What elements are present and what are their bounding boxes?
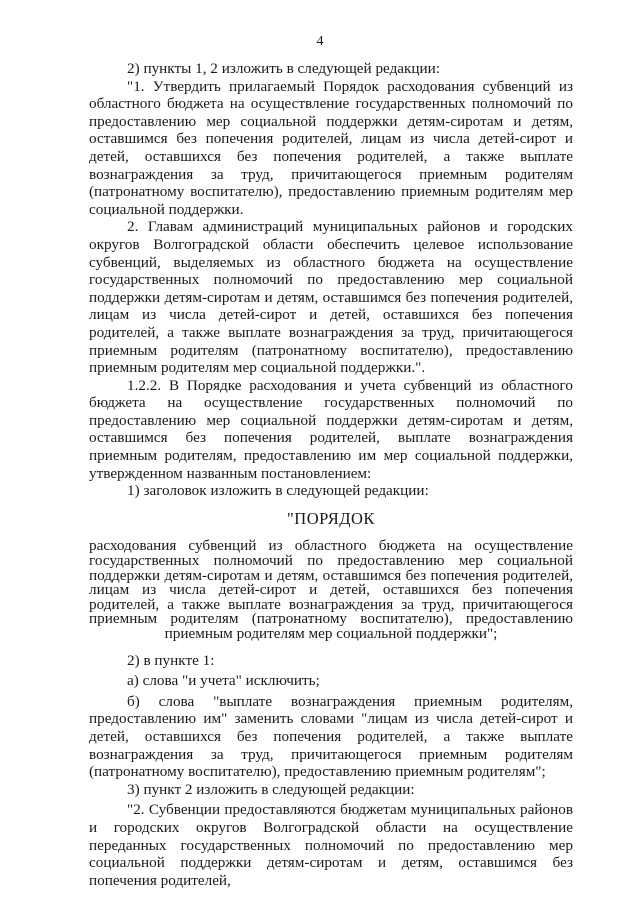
- section-heading-body: расходования субвенций из областного бюджета на осуществление государственных полномочий по предоставлению мер социальной поддержки детям-сиротам и детям, оставшимся без попечения родителей, лицам из числа детей-сирот и детей, оставшихся без попечения родителей, а также выплате вознаграждения за труд, причитающегося приемным родителям (патронатному воспитателю), предоставлению приемным родителям мер социальной поддержки";: [89, 537, 573, 642]
- paragraph: "1. Утвердить прилагаемый Порядок расходования субвенций из областного бюджета на осуществление государственных полномочий по предоставлению мер социальной поддержки детям-сиротам и детям, оставшимся без попечения родителей, лицам из числа детей-сирот и детей, оставшихся без попечения родителей, а также выплате вознаграждения за труд, причитающегося приемным родителям (патронатному воспитателю), предоставлению приемным родителям мер социальной поддержки.: [89, 77, 573, 218]
- paragraph: 2) пункты 1, 2 изложить в следующей редакции:: [127, 60, 441, 77]
- document-body: [89, 60, 573, 889]
- paragraph: 1) заголовок изложить в следующей редакции:: [127, 482, 429, 500]
- paragraph: а) слова "и учета" исключить;: [127, 672, 320, 690]
- paragraph: 2. Главам администраций муниципальных районов и городских округов Волгоградской области обеспечить целевое использование субвенций, выделяемых из областного бюджета на осуществление государственных полномочий по предоставлению мер социальной поддержки детям-сиротам и детям, оставшимся без попечения родителей, лицам из числа детей-сирот и детей, оставшихся без попечения родителей, а также выплате вознаграждения за труд, причитающегося приемным родителям (патронатному воспитателю), предоставлению приемным родителям мер социальной поддержки.".: [89, 218, 573, 377]
- paragraph: 3) пункт 2 изложить в следующей редакции:: [127, 780, 415, 798]
- paragraph: 1.2.2. В Порядке расходования и учета субвенций из областного бюджета на осуществление государственных полномочий по предоставлению мер социальной поддержки детям-сиротам и детям, оставшимся без попечения родителей, выплате вознаграждения приемным родителям, предоставлению им мер социальной поддержки, утвержденном названным постановлением:: [89, 376, 573, 482]
- paragraph: 2) в пункте 1:: [127, 651, 215, 669]
- page-number: 4: [316, 34, 324, 49]
- section-heading-title: "ПОРЯДОК: [287, 508, 375, 528]
- paragraph: "2. Субвенции предоставляются бюджетам муниципальных районов и городских округов Волгоградской области на осуществление переданных государственных полномочий по предоставлению мер социальной поддержки детям-сиротам и детям, оставшимся без попечения родителей,: [89, 801, 573, 889]
- paragraph: б) слова "выплате вознаграждения приемным родителям, предоставлению им" заменить словами "лицам из числа детей-сирот и детей, оставшихся без попечения родителей, а также выплате вознаграждения за труд, причитающегося приемным родителям (патронатному воспитателю), предоставлению приемным родителям";: [89, 692, 573, 781]
